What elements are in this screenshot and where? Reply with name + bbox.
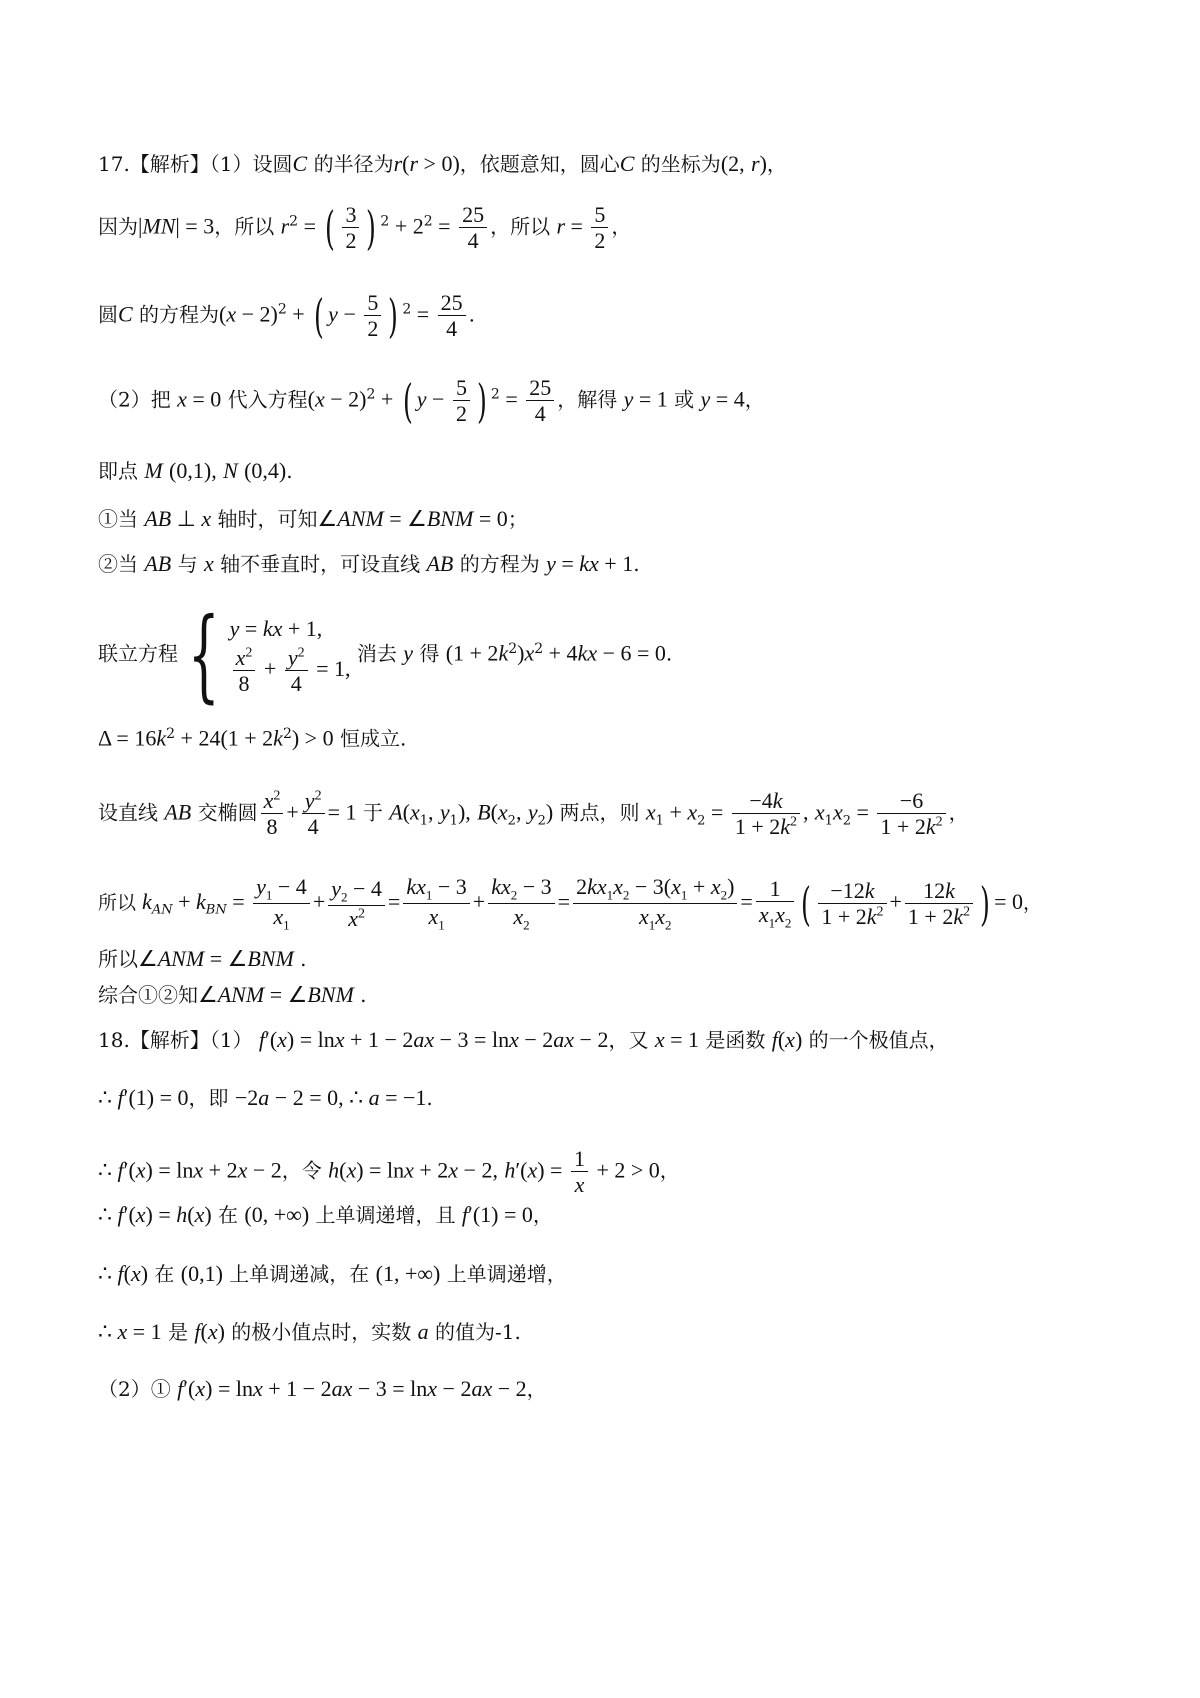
line-radius: 因为|MN| = 3，所以 $r^2$ = ( $\frac{3}{2}$ ) $^2 + 2^2$ = $\frac{25}{4}$ ，所以 r = $\frac{5}{2}$ ，	[98, 200, 632, 255]
line-angle-eq: 所以∠ANM = ∠BNM .	[98, 946, 307, 971]
line-min-point: ∴ x = 1 是 f(x) 的极小值点时，实数 a 的值为-1.	[98, 1319, 521, 1344]
line-monotonic-inc: ∴ f′(x) = h(x) 在 (0, +∞) 上单调递增，且 f′(1) = 0，	[98, 1202, 553, 1227]
line-monotonic-intervals: ∴ f(x) 在 (0,1) 上单调递减，在 (1, +∞) 上单调递增，	[98, 1261, 567, 1286]
line-a-value: ∴ f′(1) = 0，即 −2a − 2 = 0, ∴ a = −1.	[98, 1085, 433, 1110]
line-17-intro: 17.【解析】（1）设圆C 的半径为r(r > 0)，依题意知，圆心C 的坐标为(2, r)，	[98, 151, 787, 176]
line-part2: （2）① f′(x) = lnx + 1 − 2ax − 3 = lnx − 2ax − 2，	[98, 1376, 547, 1401]
line-case2: ②当 AB 与 x 轴不垂直时，可设直线 AB 的方程为 y = kx + 1.	[98, 551, 640, 576]
line-conclusion-17: 综合①②知∠ANM = ∠BNM .	[98, 982, 367, 1007]
line-circle-eq: 圆C 的方程为$(x - 2)^2$ + ( y − $\frac{5}{2}$ ) $^2$ = $\frac{25}{4}$ .	[98, 288, 476, 343]
line-delta: $\Delta = 16k^2 + 24(1 + 2k^2) > 0$ 恒成立.	[98, 725, 407, 751]
line-points: 即点 M (0,1), N (0,4).	[98, 458, 293, 483]
line-derivative: ∴ f′(x) = lnx + 2x − 2，令 h(x) = lnx + 2x − 2, h′(x) = $\frac{1}{x}$ + 2 > 0，	[98, 1146, 680, 1198]
line-substitute: （2）把 x = 0 代入方程$(x - 2)^2$ + ( y − $\frac{5}{2}$ ) $^2$ = $\frac{25}{4}$ ，解得 y = 1 或 y = 4，	[98, 373, 765, 428]
line-intersection: 设直线 AB 交椭圆 $\frac{x^2}{8}$ + $\frac{y^2}{4}$ = 1 于 $A(x_1$, $y_1$), $B(x_2$, $y_2$) 两点，则 $x_1 + x_2$ = $\frac{-4k}{1 + 2k^2}$ , $x_1x_2$ = $\frac{-6}{1 + 2k^2}$ ，	[98, 788, 969, 840]
line-system: 联立方程{ y = kx + 1, $\frac{x^2}{8}$ + $\frac{y^2}{4}$ = 1, 消去 y 得 $(1 + 2k^2)x^2 + 4kx - 6 = 0$.	[98, 596, 673, 713]
line-18-intro: 18.【解析】（1） f′(x) = lnx + 1 − 2ax − 3 = lnx − 2ax − 2，又 x = 1 是函数 f(x) 的一个极值点，	[98, 1027, 949, 1052]
line-case1: ①当 AB ⊥ x 轴时，可知∠ANM = ∠BNM = 0；	[98, 506, 528, 531]
line-slopes: 所以 $k_{AN} + k_{BN}$ = $\frac{y_1 - 4}{x_1}$ + $\frac{y_2 - 4}{x^2}$ = $\frac{kx_1 - 3}{x_1}$ + $\frac{kx_2 - 3}{x_2}$ = $\frac{2kx_1x_2 - 3(x_1 + x_2)}{x_1x_2}$ = $\frac{1}{x_1x_2}$ ( $\frac{-12k}{1 + 2k^2}$ + $\frac{12k}{1 + 2k^2}$ ) = 0，	[98, 874, 1042, 933]
